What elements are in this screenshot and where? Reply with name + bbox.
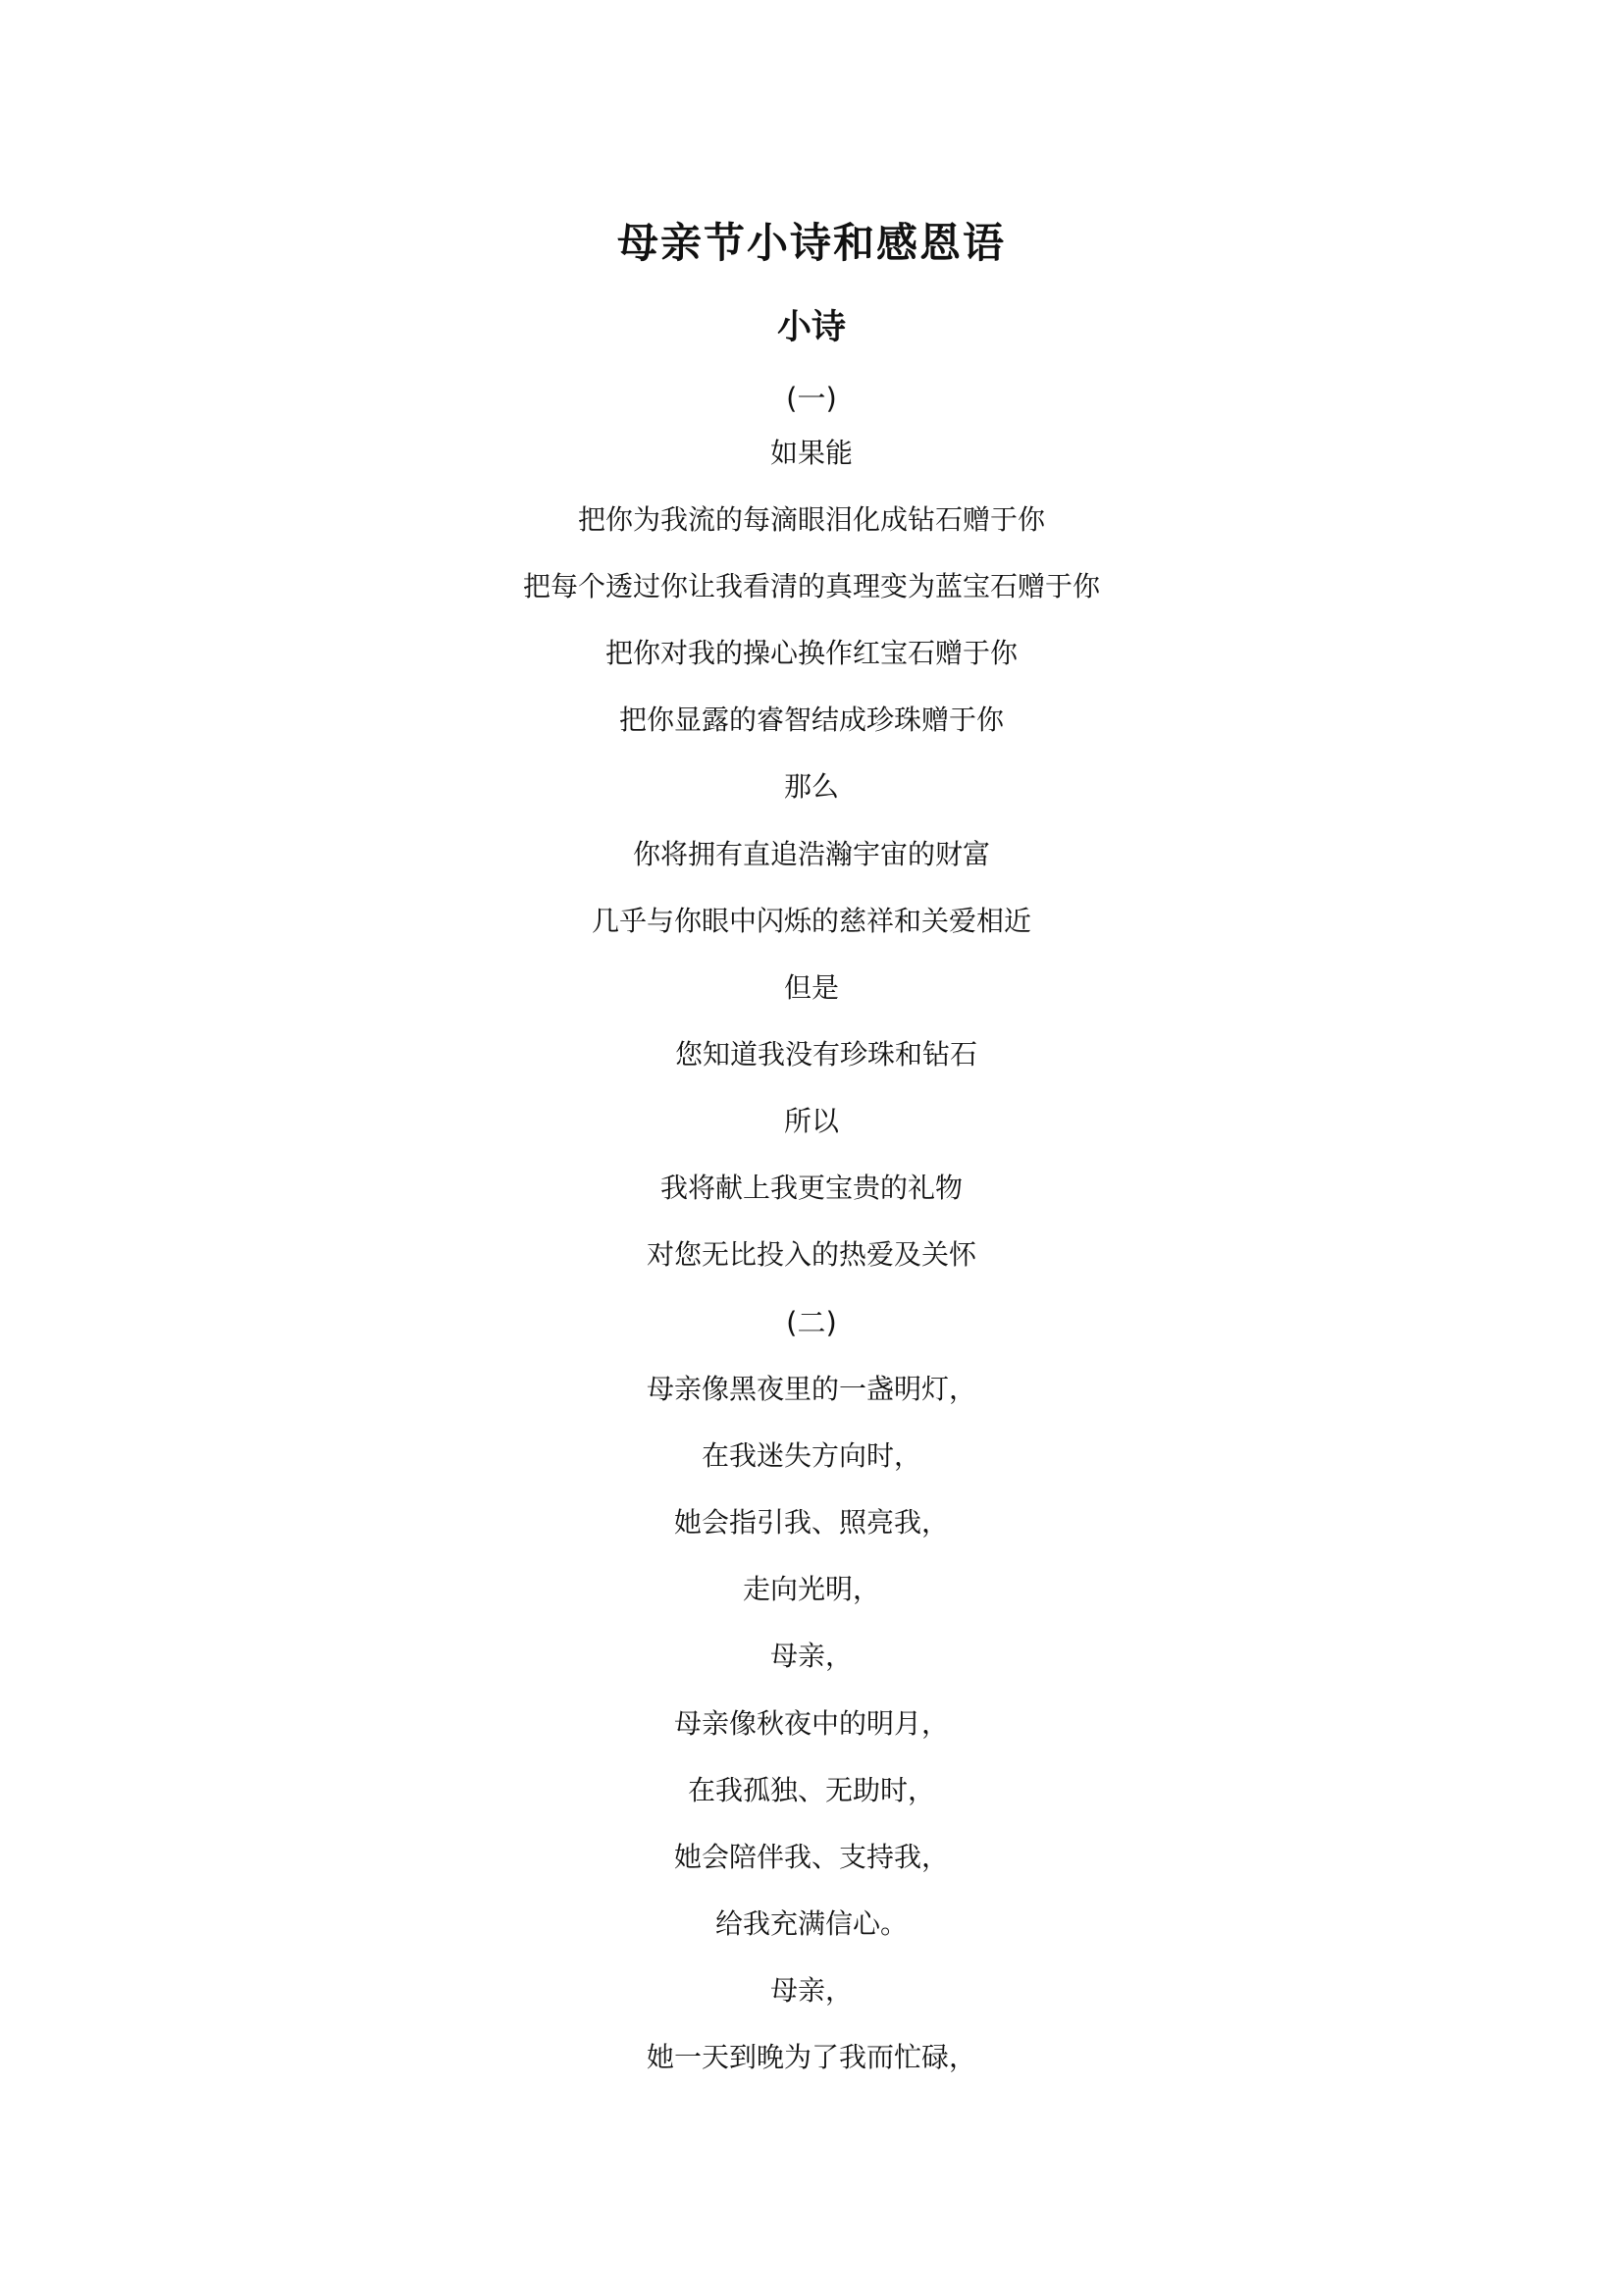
poem-line: 我将献上我更宝贵的礼物: [659, 1172, 963, 1204]
poem-line: 母亲，: [769, 1974, 853, 2007]
poem-line: 把你对我的操心换作红宝石赠于你: [604, 637, 1018, 669]
poem-line: 她会指引我、照亮我，: [673, 1506, 949, 1539]
poem-line: 在我迷失方向时，: [701, 1439, 921, 1472]
section-heading: 小诗: [776, 307, 846, 347]
poem-line: 几乎与你眼中闪烁的慈祥和关爱相近: [591, 905, 1031, 937]
poem-line: 她一天到晚为了我而忙碌，: [646, 2041, 976, 2073]
document-title: 母亲节小诗和感恩语: [616, 219, 1006, 267]
poem-line: 所以: [783, 1105, 839, 1137]
poem-line: 那么: [783, 770, 839, 803]
poem-line: 把每个透过你让我看清的真理变为蓝宝石赠于你: [522, 570, 1100, 602]
poem-line: 在我孤独、无助时，: [687, 1774, 935, 1806]
poem-line: 母亲，: [769, 1640, 853, 1672]
poem-line: 把你显露的睿智结成珍珠赠于你: [618, 704, 1004, 736]
poem-line: 给我充满信心。: [714, 1907, 908, 1940]
poem-line: 但是: [783, 971, 839, 1004]
poem-line: 把你为我流的每滴眼泪化成钻石赠于你: [577, 503, 1045, 536]
poem-line: 如果能: [769, 437, 853, 469]
poem-line: 走向光明，: [742, 1573, 880, 1605]
poem-line: 母亲像黑夜里的一盏明灯，: [646, 1373, 976, 1405]
poem-line: 对您无比投入的热爱及关怀: [646, 1238, 976, 1271]
poem-line: 她会陪伴我、支持我，: [673, 1841, 949, 1873]
poem-line: 母亲像秋夜中的明月，: [673, 1707, 949, 1740]
poem-line: 您知道我没有珍珠和钻石: [674, 1038, 977, 1070]
poem-two-marker: (二): [786, 1306, 837, 1339]
poem-one-marker: (一): [786, 382, 837, 415]
poem-line: 你将拥有直追浩瀚宇宙的财富: [632, 838, 990, 870]
